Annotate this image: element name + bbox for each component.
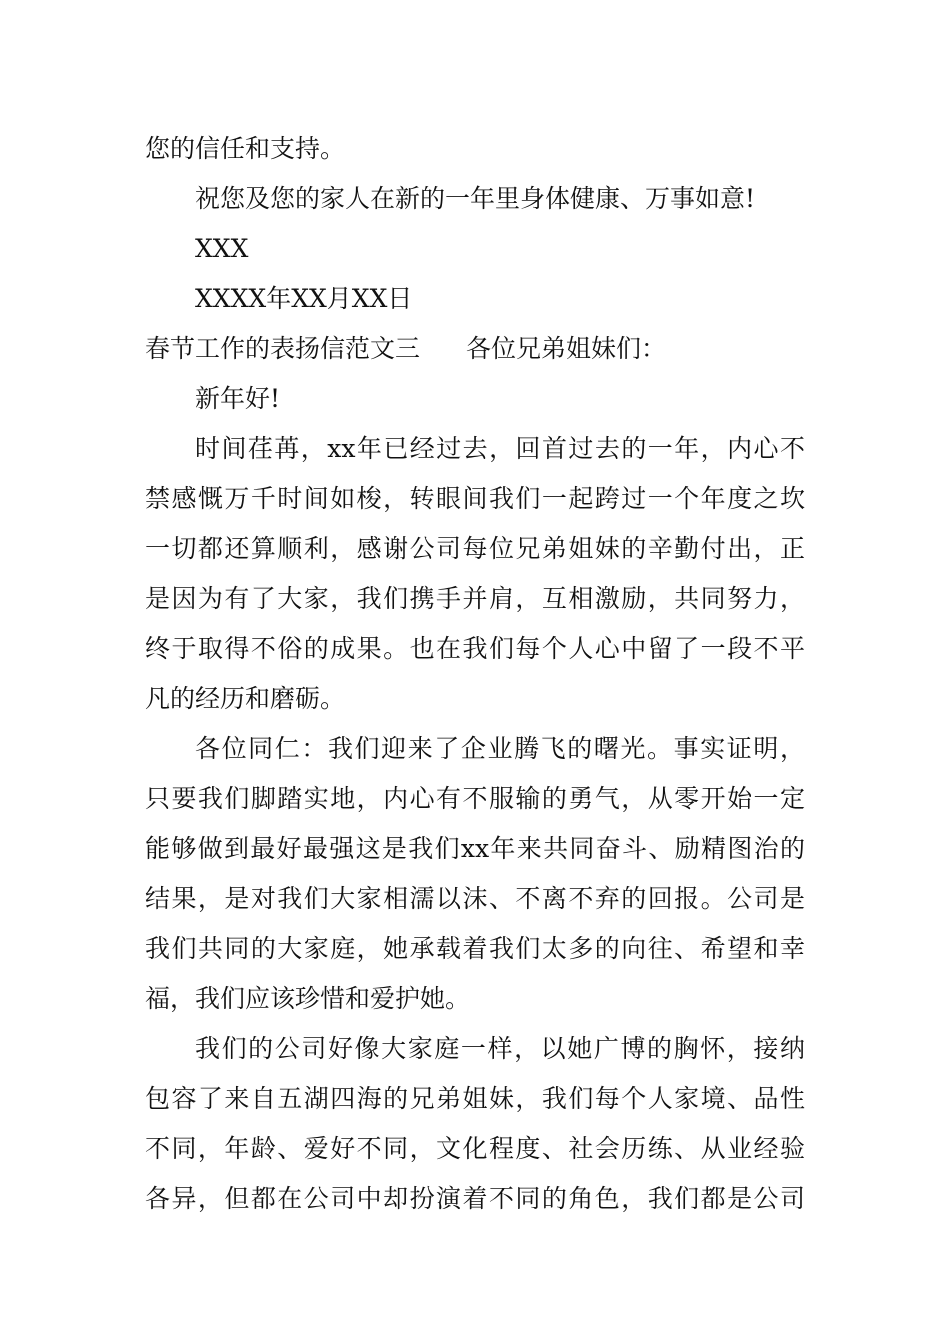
section-heading: 春节工作的表扬信范文三 [145,334,421,363]
paragraph-line: 我们共同的大家庭，她承载着我们太多的向往、希望和幸 [145,934,805,963]
paragraph-line: 一切都还算顺利，感谢公司每位兄弟姐妹的辛勤付出，正 [145,534,805,563]
paragraph-line: 福，我们应该珍惜和爱护她。 [145,984,471,1013]
paragraph-line: 禁感慨万千时间如梭，转眼间我们一起跨过一个年度之坎 [145,484,805,513]
paragraph-line: 包容了来自五湖四海的兄弟姐妹，我们每个人家境、品性 [145,1084,805,1113]
paragraph-line: 是因为有了大家，我们携手并肩，互相激励，共同努力， [145,584,805,613]
paragraph-line: 能够做到最好最强这是我们xx年来共同奋斗、励精图治的 [145,834,805,863]
paragraph-line: 终于取得不俗的成果。也在我们每个人心中留了一段不平 [145,634,805,663]
text-line: 新年好! [195,384,281,413]
paragraph-line: 时间荏苒，xx年已经过去，回首过去的一年，内心不 [195,434,805,463]
paragraph-line: 凡的经历和磨砺。 [145,684,346,713]
signature-name: XXX [195,234,249,263]
paragraph-line: 各异，但都在公司中却扮演着不同的角色，我们都是公司 [145,1184,805,1213]
paragraph-line: 我们的公司好像大家庭一样，以她广博的胸怀，接纳 [195,1034,805,1063]
paragraph-line: 不同，年龄、爱好不同，文化程度、社会历练、从业经验 [145,1134,805,1163]
salutation: 各位兄弟姐妹们： [466,334,667,363]
signature-date: XXXX年XX月XX日 [195,284,413,313]
text-line: 祝您及您的家人在新的一年里身体健康、万事如意! [195,184,756,213]
paragraph-line: 只要我们脚踏实地，内心有不服输的勇气，从零开始一定 [145,784,805,813]
paragraph-line: 结果，是对我们大家相濡以沫、不离不弃的回报。公司是 [145,884,805,913]
section-heading-row [145,334,666,364]
text-line: 您的信任和支持。 [145,134,346,163]
paragraph-line: 各位同仁：我们迎来了企业腾飞的曙光。事实证明， [195,734,805,763]
